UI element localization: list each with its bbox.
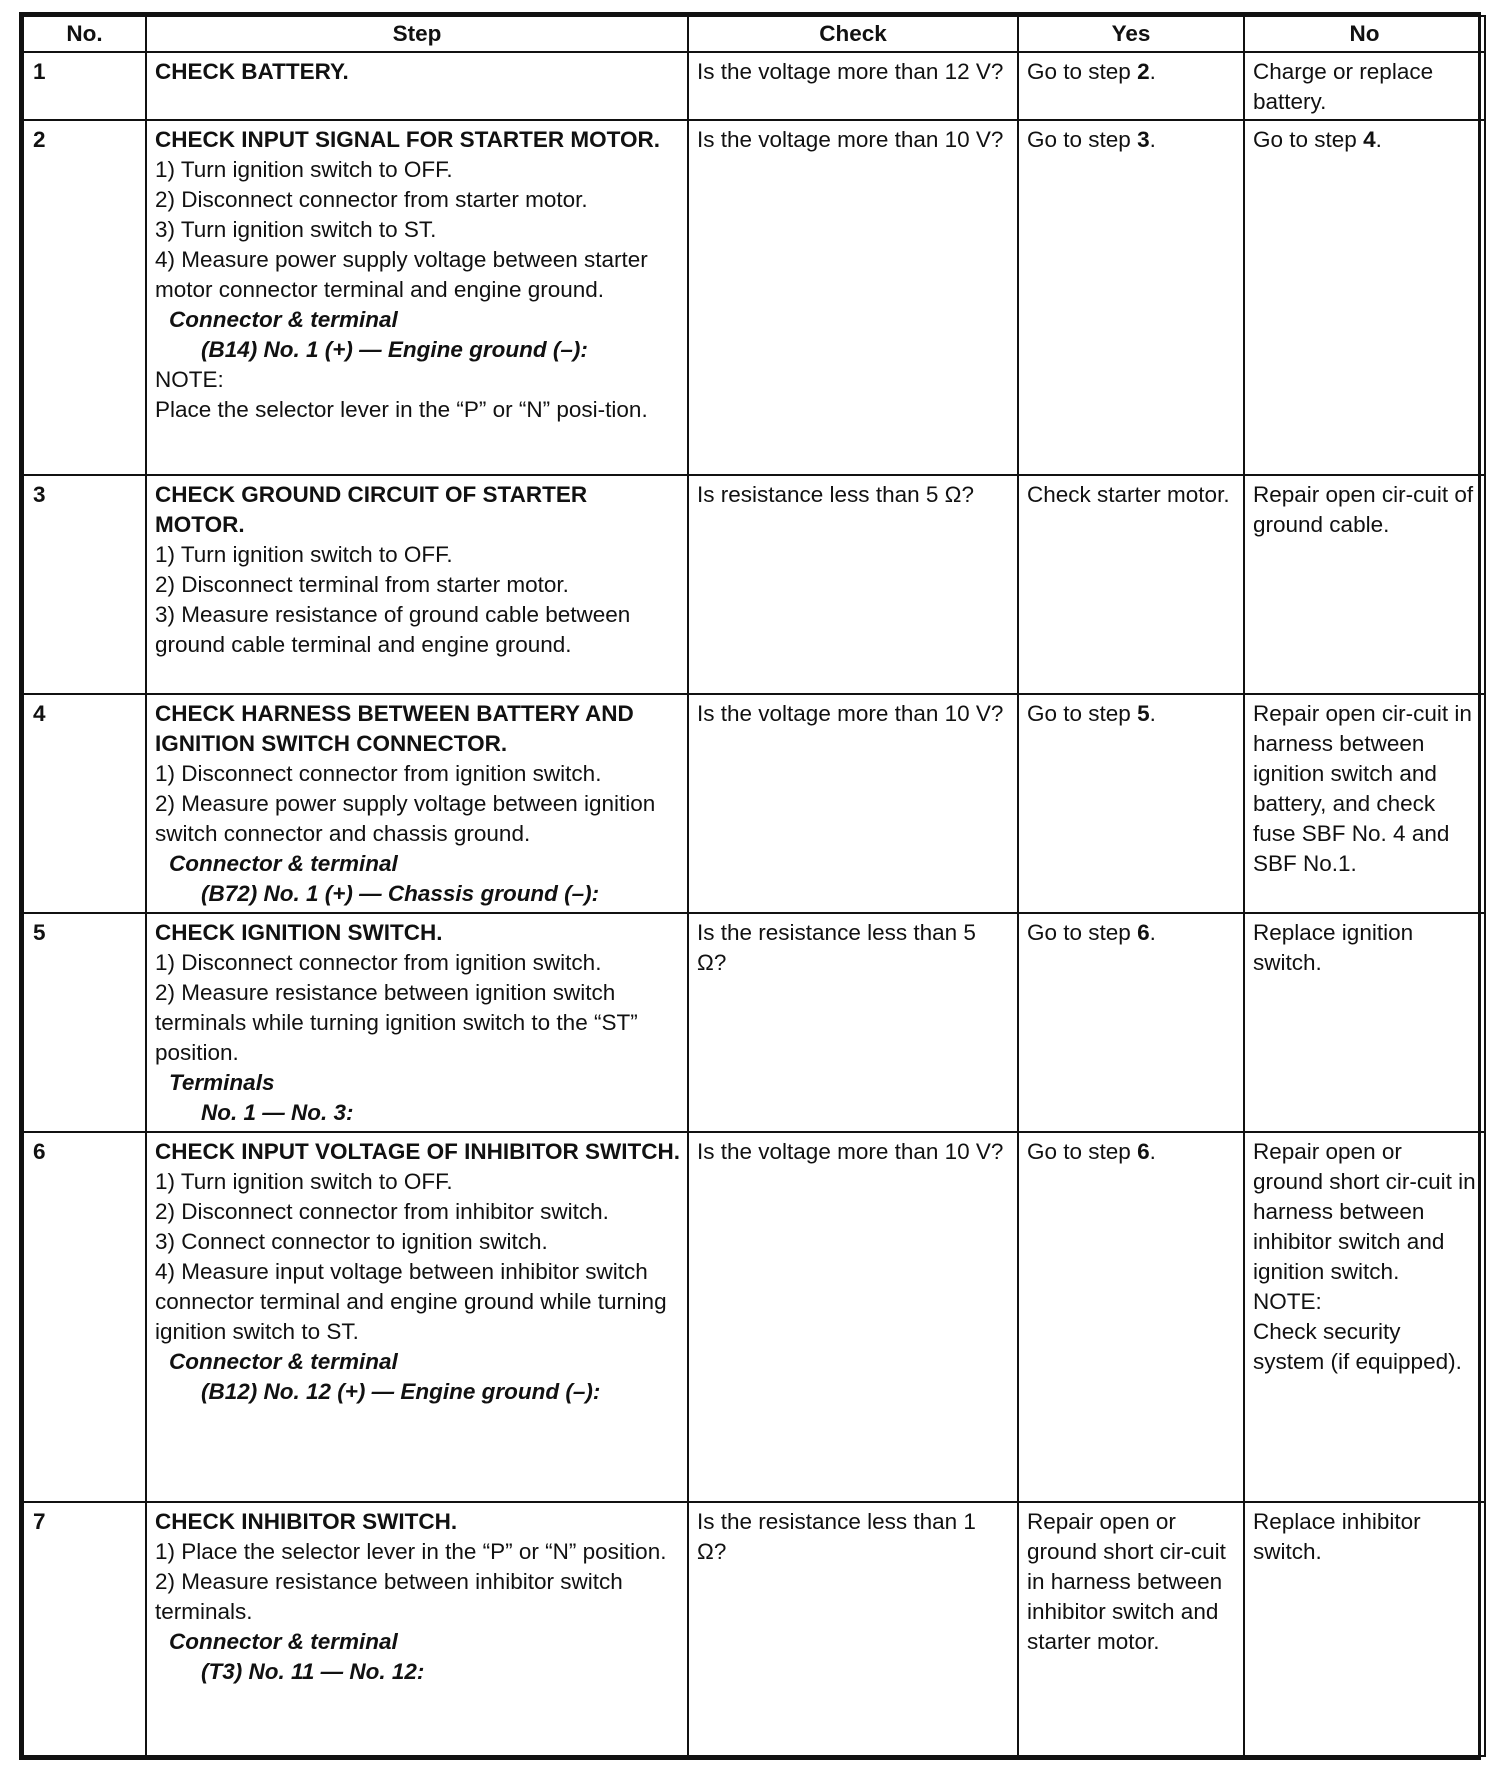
- step-instruction: 2) Measure power supply voltage between ignition switch connector and chassis ground.: [155, 791, 656, 846]
- step-number: 6: [23, 1132, 146, 1502]
- no-cell: Repair open cir-cuit of ground cable.: [1244, 475, 1485, 694]
- troubleshooting-table: [22, 15, 1486, 1757]
- step-title: CHECK GROUND CIRCUIT OF STARTER MOTOR.: [155, 482, 588, 537]
- yes-text-end: .: [1149, 127, 1156, 152]
- step-instruction: 1) Turn ignition switch to OFF.: [155, 1169, 453, 1194]
- step-instruction: 1) Disconnect connector from ignition switch.: [155, 950, 602, 975]
- yes-cell: Check starter motor.: [1018, 475, 1244, 694]
- table-row: [23, 1132, 1485, 1502]
- step-instruction: 1) Turn ignition switch to OFF.: [155, 542, 453, 567]
- table-row: [23, 913, 1485, 1132]
- step-cell: [146, 52, 688, 120]
- step-instruction: 2) Disconnect connector from inhibitor switch.: [155, 1199, 609, 1224]
- table-row: [23, 120, 1485, 475]
- yes-text-end: .: [1149, 59, 1156, 84]
- table-row: [23, 52, 1485, 120]
- troubleshooting-table-frame: [19, 12, 1481, 1760]
- yes-step-ref: 2: [1137, 59, 1150, 84]
- connector-value: (B72) No. 1 (+) — Chassis ground (–):: [201, 881, 600, 906]
- step-title: CHECK IGNITION SWITCH.: [155, 920, 443, 945]
- check-cell: Is the voltage more than 10 V?: [688, 694, 1018, 913]
- step-instruction: 2) Measure resistance between inhibitor switch terminals.: [155, 1569, 623, 1624]
- header-yes: Yes: [1018, 16, 1244, 52]
- check-cell: Is the voltage more than 12 V?: [688, 52, 1018, 120]
- connector-title: Connector & terminal: [169, 1629, 398, 1654]
- step-number: 7: [23, 1502, 146, 1756]
- yes-text-end: .: [1149, 1139, 1156, 1164]
- no-text: Go to step: [1253, 127, 1364, 152]
- check-cell: Is the voltage more than 10 V?: [688, 1132, 1018, 1502]
- no-cell: [1244, 1132, 1485, 1502]
- step-cell: [146, 913, 688, 1132]
- yes-cell: [1018, 52, 1244, 120]
- yes-text: Go to step: [1027, 59, 1138, 84]
- step-instruction: 3) Connect connector to ignition switch.: [155, 1229, 548, 1254]
- table-row: [23, 1502, 1485, 1756]
- step-instruction: 1) Place the selector lever in the “P” or “N” position.: [155, 1539, 667, 1564]
- yes-text-end: .: [1149, 701, 1156, 726]
- check-cell: Is the resistance less than 1 Ω?: [688, 1502, 1018, 1756]
- step-instruction: 3) Turn ignition switch to ST.: [155, 217, 437, 242]
- yes-text: Go to step: [1027, 1139, 1138, 1164]
- table-row: [23, 694, 1485, 913]
- no-cell: Repair open cir-cuit in harness between ignition switch and battery, and check fuse SBF No. 4 and SBF No.1.: [1244, 694, 1485, 913]
- check-cell: Is the voltage more than 10 V?: [688, 120, 1018, 475]
- step-instruction: 4) Measure power supply voltage between starter motor connector terminal and engine ground.: [155, 247, 648, 302]
- yes-text: Go to step: [1027, 701, 1138, 726]
- no-text-end: .: [1375, 127, 1382, 152]
- yes-cell: [1018, 1132, 1244, 1502]
- header-row: [23, 16, 1485, 52]
- step-number: 5: [23, 913, 146, 1132]
- step-title: CHECK HARNESS BETWEEN BATTERY AND IGNITION SWITCH CONNECTOR.: [155, 701, 634, 756]
- step-number: 1: [23, 52, 146, 120]
- step-number: 4: [23, 694, 146, 913]
- note-text: Check security system (if equipped).: [1253, 1319, 1462, 1374]
- connector-value: No. 1 — No. 3:: [201, 1100, 354, 1125]
- yes-cell: Repair open or ground short cir-cuit in harness between inhibitor switch and starter motor.: [1018, 1502, 1244, 1756]
- step-title: CHECK INHIBITOR SWITCH.: [155, 1509, 458, 1534]
- connector-title: Connector & terminal: [169, 307, 398, 332]
- connector-title: Terminals: [169, 1070, 275, 1095]
- header-no-action: No: [1244, 16, 1485, 52]
- step-instruction: 2) Measure resistance between ignition switch terminals while turning ignition switch to the “ST” position.: [155, 980, 638, 1065]
- note-label: NOTE:: [155, 367, 224, 392]
- connector-value: (B12) No. 12 (+) — Engine ground (–):: [201, 1379, 601, 1404]
- no-cell: [1244, 120, 1485, 475]
- yes-text-end: .: [1149, 920, 1156, 945]
- header-no: No.: [23, 16, 146, 52]
- step-cell: [146, 120, 688, 475]
- no-cell: Replace inhibitor switch.: [1244, 1502, 1485, 1756]
- check-cell: Is the resistance less than 5 Ω?: [688, 913, 1018, 1132]
- check-cell: Is resistance less than 5 Ω?: [688, 475, 1018, 694]
- yes-step-ref: 3: [1137, 127, 1150, 152]
- yes-text: Go to step: [1027, 127, 1138, 152]
- step-instruction: 2) Disconnect connector from starter motor.: [155, 187, 588, 212]
- yes-step-ref: 6: [1137, 1139, 1150, 1164]
- table-row: [23, 475, 1485, 694]
- step-instruction: 1) Turn ignition switch to OFF.: [155, 157, 453, 182]
- step-cell: [146, 694, 688, 913]
- yes-step-ref: 6: [1137, 920, 1150, 945]
- step-instruction: 2) Disconnect terminal from starter motor.: [155, 572, 569, 597]
- step-cell: [146, 1132, 688, 1502]
- note-label: NOTE:: [1253, 1289, 1322, 1314]
- no-cell: Replace ignition switch.: [1244, 913, 1485, 1132]
- header-step: Step: [146, 16, 688, 52]
- connector-value: (T3) No. 11 — No. 12:: [201, 1659, 425, 1684]
- step-title: CHECK INPUT VOLTAGE OF INHIBITOR SWITCH.: [155, 1139, 680, 1164]
- yes-step-ref: 5: [1137, 701, 1150, 726]
- no-step-ref: 4: [1363, 127, 1376, 152]
- step-title: CHECK BATTERY.: [155, 59, 349, 84]
- no-text: Repair open or ground short cir-cuit in harness between inhibitor switch and ignition switch.: [1253, 1139, 1476, 1284]
- yes-cell: [1018, 120, 1244, 475]
- yes-cell: [1018, 694, 1244, 913]
- yes-text: Go to step: [1027, 920, 1138, 945]
- connector-title: Connector & terminal: [169, 1349, 398, 1374]
- connector-title: Connector & terminal: [169, 851, 398, 876]
- step-instruction: 3) Measure resistance of ground cable between ground cable terminal and engine ground.: [155, 602, 631, 657]
- header-check: Check: [688, 16, 1018, 52]
- step-cell: [146, 475, 688, 694]
- step-cell: [146, 1502, 688, 1756]
- step-instruction: 4) Measure input voltage between inhibitor switch connector terminal and engine ground while turning ignition switch to ST.: [155, 1259, 667, 1344]
- step-instruction: 1) Disconnect connector from ignition switch.: [155, 761, 602, 786]
- yes-cell: [1018, 913, 1244, 1132]
- no-cell: Charge or replace battery.: [1244, 52, 1485, 120]
- step-number: 3: [23, 475, 146, 694]
- connector-value: (B14) No. 1 (+) — Engine ground (–):: [201, 337, 588, 362]
- note-text: Place the selector lever in the “P” or “N” posi-tion.: [155, 397, 648, 422]
- step-number: 2: [23, 120, 146, 475]
- step-title: CHECK INPUT SIGNAL FOR STARTER MOTOR.: [155, 127, 661, 152]
